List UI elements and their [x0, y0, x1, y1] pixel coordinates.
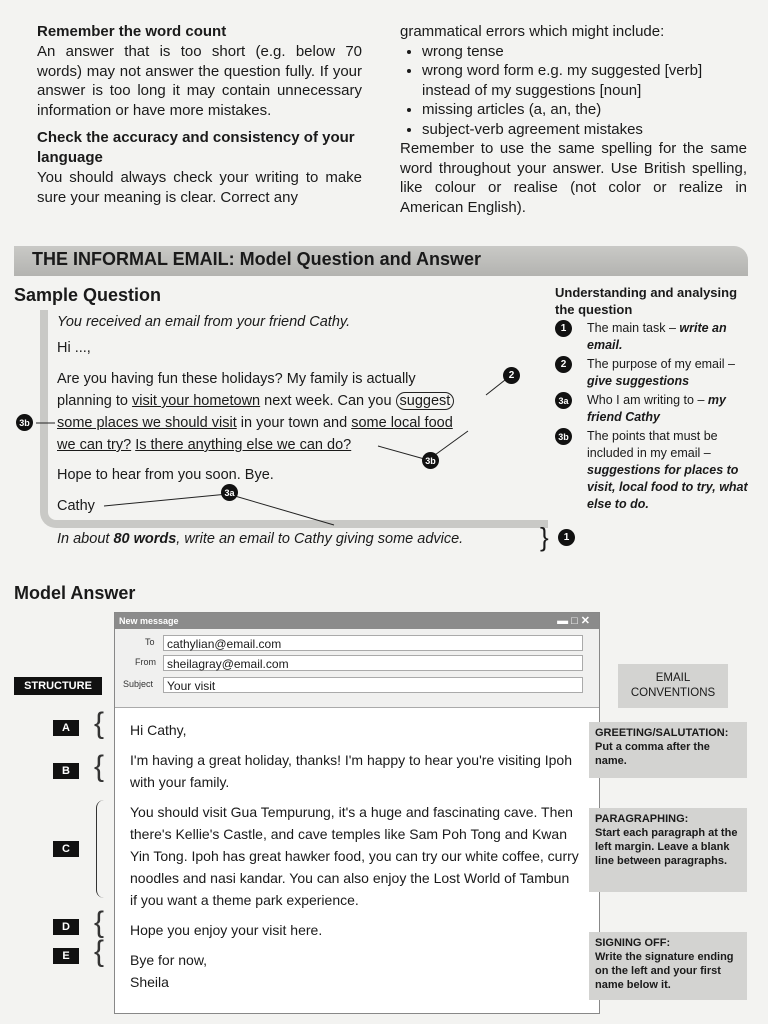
paragraphing-convention: [589, 808, 747, 892]
brace-e: {: [94, 935, 105, 968]
question-greeting: Hi ...,: [57, 340, 91, 356]
badge-3b-left: 3b: [16, 414, 33, 431]
banner-title: THE INFORMAL EMAIL: Model Question and Answer: [32, 249, 482, 269]
item-text: The purpose of my email –: [587, 357, 735, 371]
arrow-3b-else: [378, 446, 428, 460]
understanding-item: [555, 428, 751, 513]
minimize-icon[interactable]: ▬: [557, 615, 572, 627]
arrow-3a-cathy: [104, 494, 228, 506]
arrow-2: [486, 380, 505, 395]
understanding-item: [555, 392, 751, 426]
opening-paragraph: I'm having a great holiday, thanks! I'm happy to hear you're visiting Ipoh with your family.: [130, 752, 573, 790]
accuracy-text: You should always check your writing to make sure your meaning is clear. Correct any: [37, 169, 362, 206]
signing-off-convention: [589, 932, 747, 1000]
brace-b: {: [94, 750, 105, 783]
badge-2: 2: [503, 367, 520, 384]
email-titlebar: [115, 613, 599, 629]
structure-b: B: [53, 763, 79, 779]
subject-label: Subject: [123, 679, 154, 689]
understanding-title: Understanding and analysing the question: [555, 285, 738, 317]
grammar-item: • wrong tense: [422, 42, 747, 62]
word-count-text: An answer that is too short (e.g. below 70 words) may not answer the question fully. If your answer is too long it may contain unnecessary information or have more mistakes.: [37, 43, 362, 119]
places-phrase: some places we should visit: [57, 415, 237, 431]
text-fragment: , write an email to Cathy giving some advice.: [176, 531, 464, 547]
grammar-item: • subject-verb agreement mistakes: [422, 120, 747, 140]
item-bold: my friend Cathy: [587, 393, 726, 424]
item-bold: give suggestions: [587, 374, 690, 388]
greeting-convention: [589, 722, 747, 778]
structure-c: C: [53, 841, 79, 857]
question-context: You received an email from your friend Cathy.: [57, 314, 351, 330]
window-title: New message: [119, 616, 179, 626]
sample-question-title: Sample Question: [14, 285, 162, 305]
maximize-icon[interactable]: □: [571, 615, 581, 627]
try-phrase: we can try?: [57, 437, 132, 453]
item-text: The points that must be included in my email –: [587, 429, 718, 460]
question-line-1: Are you having fun these holidays? My family is actually: [57, 371, 416, 387]
grammar-item: • missing articles (a, an, the): [422, 100, 747, 120]
conventions-title: EMAIL CONVENTIONS: [618, 664, 728, 708]
understanding-item: [555, 320, 751, 354]
suggestions-paragraph: You should visit Gua Tempurung, it's a huge and fascinating cave. Then there's Kellie's Castle, and cave temples like Sam Poh Tong and Kwan Yin Tong. Ipoh has great hawker food, you can try our white coffee, curry noodles and nasi kandar. You can also enjoy the Lost World of Tambun if you want a theme park experience.: [130, 804, 579, 908]
text-fragment: In about: [57, 531, 114, 547]
item-badge: 3b: [555, 428, 572, 445]
food-phrase: some local food: [351, 415, 453, 431]
sender-name: Sheila: [130, 974, 169, 990]
close-icon[interactable]: ✕: [580, 615, 593, 627]
email-fields: [115, 629, 599, 708]
structure-a: A: [53, 720, 79, 736]
badge-3a: 3a: [221, 484, 238, 501]
structure-e: E: [53, 948, 79, 964]
understanding-list: [555, 320, 751, 513]
greeting-paragraph: Hi Cathy,: [130, 722, 187, 738]
else-phrase: Is there anything else we can do?: [135, 437, 352, 453]
structure-label: STRUCTURE: [14, 677, 102, 695]
badge-3b-right: 3b: [422, 452, 439, 469]
grammar-item: • wrong word form e.g. my suggested [verb] instead of my suggestions [noun]: [422, 61, 747, 100]
item-text: Who I am writing to –: [587, 393, 708, 407]
spelling-text: Remember to use the same spelling for the same word throughout your answer. Use British spelling, like colour or realise (not color or realize in American English).: [400, 140, 747, 216]
to-label: To: [145, 637, 155, 647]
email-body[interactable]: [130, 719, 580, 993]
accuracy-title: Check the accuracy and consistency of your language: [37, 129, 355, 166]
convention-text: Start each paragraph at the left margin. Leave a blank line between paragraphs.: [595, 827, 738, 867]
item-badge: 1: [555, 320, 572, 337]
text-fragment: in your town and: [236, 415, 352, 431]
from-field[interactable]: sheilagray@email.com: [163, 655, 583, 671]
from-label: From: [135, 657, 156, 667]
brace-c: [96, 800, 105, 898]
suggest-word: suggest: [396, 392, 455, 410]
item-bold: write an email.: [587, 321, 727, 352]
understanding-item: [555, 356, 751, 390]
convention-text: Put a comma after the name.: [595, 741, 710, 767]
word-count-title: Remember the word count: [37, 23, 227, 40]
window-controls: [557, 613, 593, 629]
word-limit: 80 words: [113, 531, 177, 547]
convention-heading: PARAGRAPHING:: [595, 813, 689, 825]
brace-d: {: [94, 906, 105, 939]
item-badge: 2: [555, 356, 572, 373]
to-field[interactable]: cathylian@email.com: [163, 635, 583, 651]
badge-1-instruction: 1: [558, 529, 575, 546]
convention-heading: SIGNING OFF:: [595, 937, 671, 949]
hometown-phrase: visit your hometown: [131, 393, 261, 409]
item-badge: 3a: [555, 392, 572, 409]
question-signature: Cathy: [57, 498, 95, 514]
subject-field[interactable]: Your visit: [163, 677, 583, 693]
grammar-intro: grammatical errors which might include:: [400, 23, 665, 40]
instruction-brace: }: [540, 522, 549, 552]
structure-d: D: [53, 919, 79, 935]
model-answer-title: Model Answer: [14, 583, 136, 603]
item-text: The main task –: [587, 321, 680, 335]
closing-paragraph: Hope you enjoy your visit here.: [130, 922, 323, 938]
arrow-3a-instruction: [228, 494, 334, 525]
convention-heading: GREETING/SALUTATION:: [595, 727, 729, 739]
text-fragment: planning to: [57, 393, 132, 409]
email-window: [114, 612, 600, 1014]
sign-off: Bye for now,: [130, 952, 208, 968]
convention-text: Write the signature ending on the left and your first name below it.: [595, 951, 734, 991]
text-fragment: next week. Can you: [260, 393, 396, 409]
brace-a: {: [94, 707, 105, 740]
question-hope: Hope to hear from you soon. Bye.: [57, 467, 274, 483]
item-bold: suggestions for places to visit, local food to try, what else to do.: [587, 463, 748, 511]
